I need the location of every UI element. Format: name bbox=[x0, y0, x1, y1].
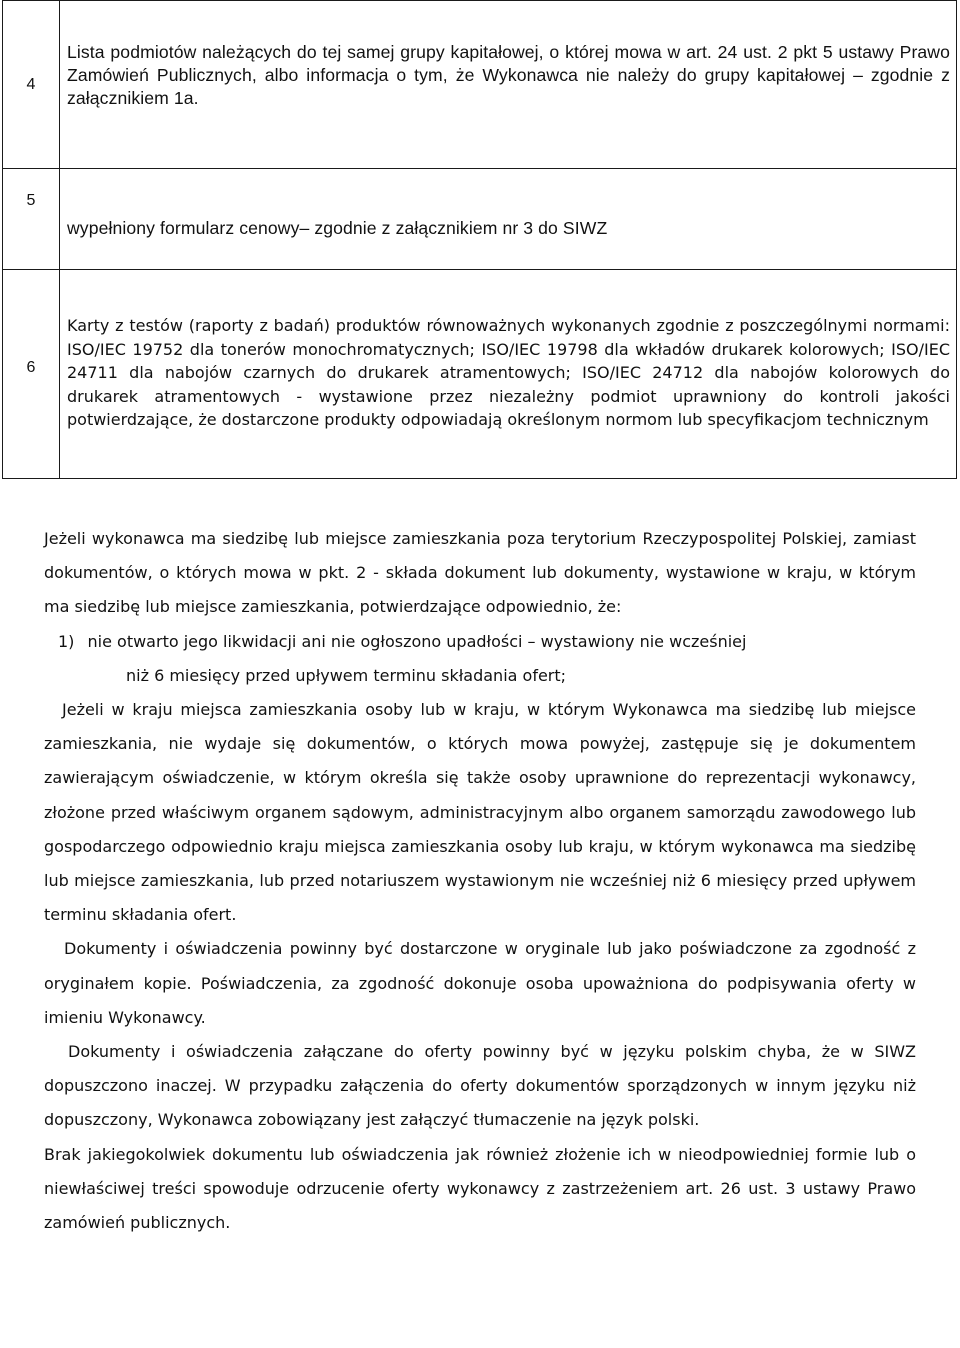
paragraph: Brak jakiegokolwiek dokumentu lub oświadczenia jak również złożenie ich w nieodpowiedniej formie lub o niewłaściwej treści spowoduje odrzucenie oferty wykonawcy z zastrzeżeniem art. 26 ust. 3 ustawy Prawo zamówień publicznych. bbox=[44, 1144, 916, 1233]
list-item bbox=[44, 625, 916, 693]
list-item-continuation: niż 6 miesięcy przed upływem terminu składania ofert; bbox=[126, 665, 567, 685]
paragraph: Jeżeli w kraju miejsca zamieszkania osoby lub w kraju, w którym Wykonawca ma siedzibę lub miejsce zamieszkania, nie wydaje się dokumentów, o których mowa powyżej, zastępuje się je dokumentem zawierającym oświadczenie, w którym określa się także osoby uprawnione do reprezentacji wykonawcy, złożone przed właściwym organem sądowym, administracyjnym albo organem samorządu zawodowego lub gospodarczego odpowiednio kraju miejsca zamieszkania osoby lub kraju, w którym wykonawca ma siedzibę lub miejsce zamieszkania, lub przed notariuszem wystawionym nie wcześniej niż 6 miesięcy przed upływem terminu składania ofert. bbox=[44, 700, 916, 925]
document-body bbox=[44, 522, 916, 1240]
paragraph: Dokumenty i oświadczenia powinny być dostarczone w oryginale lub jako poświadczone za zgodność z oryginałem kopie. Poświadczenia, za zgodność dokonuje osoba upoważniona do podpisywania oferty w imieniu Wykonawcy. bbox=[44, 939, 916, 1027]
row-number-text: 6 bbox=[26, 359, 36, 376]
row-description-text: wypełniony formularz cenowy– zgodnie z załącznikiem nr 3 do SIWZ bbox=[67, 217, 608, 238]
row-number-text: 5 bbox=[26, 192, 36, 209]
row-description bbox=[60, 169, 957, 270]
row-description-text: Karty z testów (raporty z badań) produktów równoważnych wykonanych zgodnie z poszczególnymi normami: ISO/IEC 19752 dla tonerów monochromatycznych; ISO/IEC 19798 dla wkładów drukarek kolorowych; ISO/IEC 24711 dla nabojów czarnych do drukarek atramentowych; ISO/IEC 24712 dla nabojów kolorowych do drukarek atramentowych - wystawione przez niezależny podmiot uprawniony do kontroli jakości potwierdzające, że dostarczone produkty odpowiadają określonym normom lub specyfikacjom technicznym bbox=[67, 316, 950, 430]
row-description-text: Lista podmiotów należących do tej samej grupy kapitałowej, o której mowa w art. 24 ust. 2 pkt 5 ustawy Prawo Zamówień Publicznych, albo informacja o tym, że Wykonawca nie należy do grupy kapitałowej – zgodnie z załącznikiem 1a. bbox=[67, 42, 950, 108]
row-number-text: 4 bbox=[26, 75, 36, 93]
row-description bbox=[60, 1, 957, 169]
list-marker: 1) bbox=[58, 631, 75, 651]
paragraph: Jeżeli wykonawca ma siedzibę lub miejsce zamieszkania poza terytorium Rzeczypospolitej Polskiej, zamiast dokumentów, o których mowa w pkt. 2 - składa dokument lub dokumenty, wystawione w kraju, w którym ma siedzibę lub miejsce zamieszkania, potwierdzające odpowiednio, że: bbox=[44, 529, 916, 617]
table-row bbox=[3, 1, 957, 169]
row-number bbox=[3, 1, 60, 169]
table-row bbox=[3, 169, 957, 270]
list-item-text: nie otwarto jego likwidacji ani nie ogłoszono upadłości – wystawiony nie wcześniej bbox=[87, 631, 747, 651]
table-row bbox=[3, 270, 957, 479]
requirements-table bbox=[2, 0, 957, 479]
row-number bbox=[3, 169, 60, 270]
row-description bbox=[60, 270, 957, 479]
paragraph: Dokumenty i oświadczenia załączane do oferty powinny być w języku polskim chyba, że w SIWZ dopuszczono inaczej. W przypadku załączenia do oferty dokumentów sporządzonych w innym języku niż dopuszczony, Wykonawca zobowiązany jest załączyć tłumaczenie na język polski. bbox=[44, 1042, 916, 1130]
row-number bbox=[3, 270, 60, 479]
